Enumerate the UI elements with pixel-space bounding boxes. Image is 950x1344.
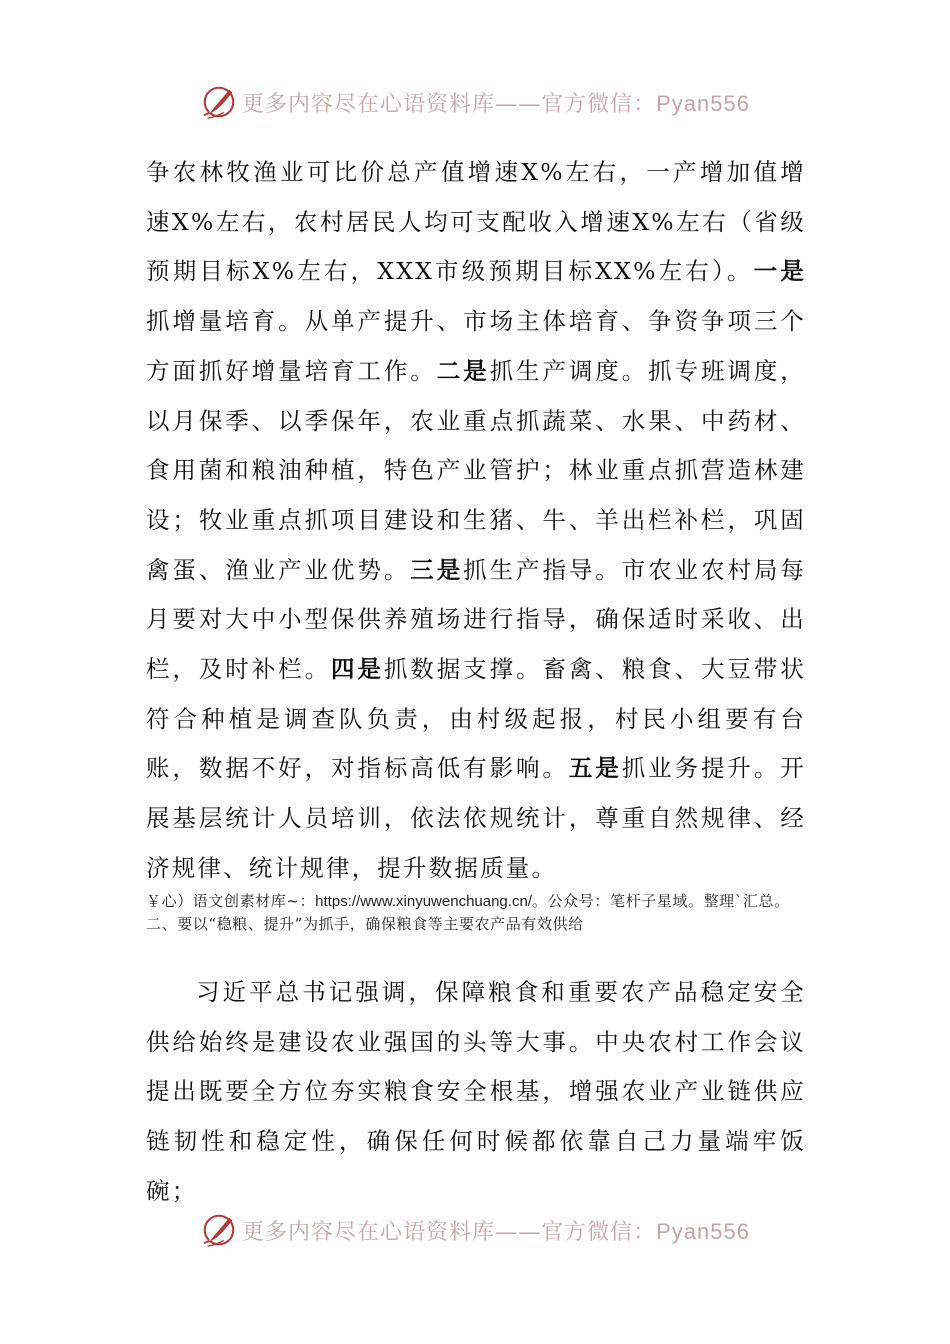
body-paragraph-1: 争农林牧渔业可比价总产值增速X%左右，一产增加值增速X%左右，农村居民人均可支配收入增速X%左右（省级预期目标X%左右，XXX市级预期目标XX%左右）。一是抓增量培育。从单产提升、市场主体培育、争资争项三个方面抓好增量培育工作。二是抓生产调度。抓专班调度，以月保季、以季保年，农业重点抓蔬菜、水果、中药材、食用菌和粮油种植，特色产业管护；林业重点抓营造林建设；牧业重点抓项目建设和生猪、牛、羊出栏补栏，巩固禽蛋、渔业产业优势。三是抓生产指导。市农业农村局每月要对大中小型保供养殖场进行指导，确保适时采收、出栏，及时补栏。四是抓数据支撑。畜禽、粮食、大豆带状符合种植是调查队负责，由村级起报，村民小组要有台账，数据不好，对指标高低有影响。五是抓业务提升。开展基层统计人员培训，依法依规统计，尊重自然规律、经济规律、统计规律，提升数据质量。 — [146, 158, 806, 882]
point-three-label: 三是 — [410, 555, 464, 584]
body-paragraph-2: 习近平总书记强调，保障粮食和重要农产品稳定安全供给始终是建设农业强国的头等大事。中央农村工作会议提出既要全方位夯实粮食安全根基，增强农业产业链供应链韧性和稳定性，确保任何时候都依靠自己力量端牢饭碗； — [146, 978, 806, 1205]
footer-banner — [0, 1208, 950, 1252]
point-two-label: 二是 — [436, 356, 490, 385]
point-five-label: 五是 — [568, 754, 622, 783]
point-four-label: 四是 — [331, 655, 384, 684]
header-banner — [0, 80, 950, 124]
pen-circle-logo-icon — [200, 1211, 238, 1249]
banner-text: 更多内容尽在心语资料库——官方微信：Pyan556 — [242, 90, 750, 117]
pen-circle-logo-icon — [200, 83, 238, 121]
point-one-label: 一是 — [753, 257, 806, 286]
source-note: ￥心）语文创素材库~：https://www.xinyuwenchuang.cn/。公众号：笔杆子星域。整理`汇总。二、要以“稳粮、提升”为抓手，确保粮食等主要农产品有效供给 — [146, 892, 790, 933]
source-url: https://www.xinyuwenchuang.cn/ — [315, 893, 532, 910]
banner-text: 更多内容尽在心语资料库——官方微信：Pyan556 — [242, 1218, 750, 1245]
